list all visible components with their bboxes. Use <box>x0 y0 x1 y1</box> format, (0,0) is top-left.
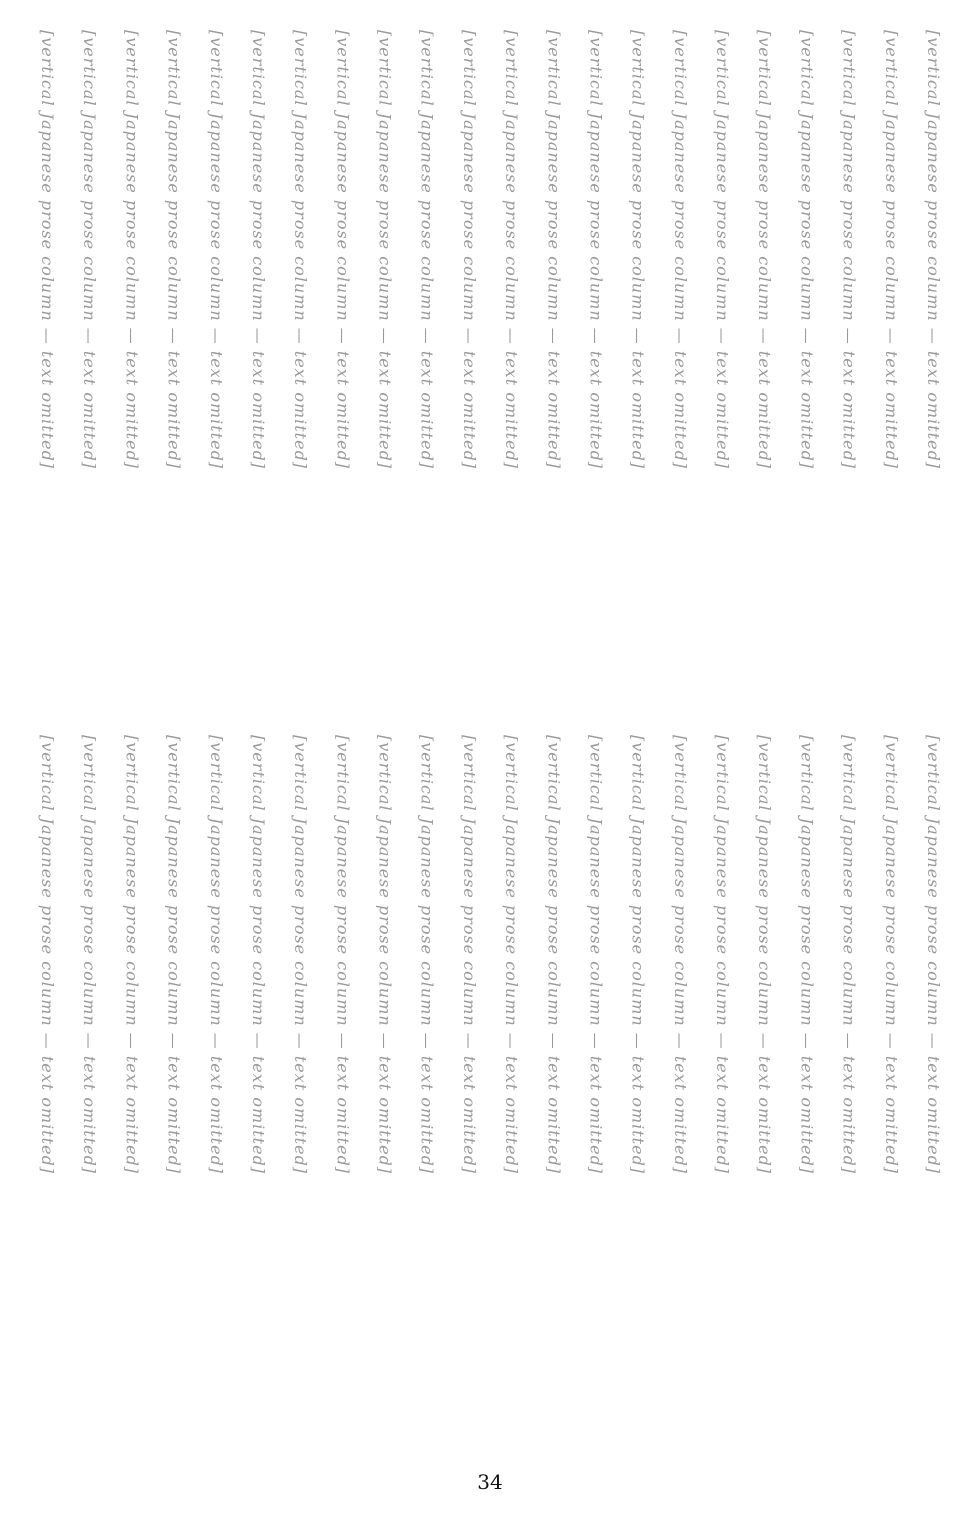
bottom-text-tier <box>30 735 950 1425</box>
text-column: [vertical Japanese prose column — text omitted] <box>670 735 690 1175</box>
text-column: [vertical Japanese prose column — text omitted] <box>122 30 142 470</box>
text-column: [vertical Japanese prose column — text omitted] <box>375 735 395 1175</box>
text-column: [vertical Japanese prose column — text omitted] <box>923 735 943 1175</box>
text-column: [vertical Japanese prose column — text omitted] <box>206 735 226 1175</box>
top-text-tier <box>30 30 950 710</box>
text-column: [vertical Japanese prose column — text omitted] <box>38 735 57 1175</box>
text-column: [vertical Japanese prose column — text omitted] <box>248 30 268 470</box>
text-column: [vertical Japanese prose column — text omitted] <box>586 30 606 470</box>
text-column: [vertical Japanese prose column — text omitted] <box>544 735 564 1175</box>
text-column: [vertical Japanese prose column — text omitted] <box>713 30 732 470</box>
text-column: [vertical Japanese prose column — text omitted] <box>333 735 353 1175</box>
text-column: [vertical Japanese prose column — text omitted] <box>248 735 268 1175</box>
text-column: [vertical Japanese prose column — text omitted] <box>628 30 648 470</box>
text-column: [vertical Japanese prose column — text omitted] <box>755 735 775 1175</box>
text-column: [vertical Japanese prose column — text omitted] <box>80 30 100 470</box>
text-column: [vertical Japanese prose column — text omitted] <box>881 30 901 470</box>
text-column: [vertical Japanese prose column — text omitted] <box>755 30 775 470</box>
text-column: [vertical Japanese prose column — text omitted] <box>502 735 522 1175</box>
text-column: [vertical Japanese prose column — text omitted] <box>586 735 606 1175</box>
text-column: [vertical Japanese prose column — text omitted] <box>38 30 57 470</box>
text-column: [vertical Japanese prose column — text omitted] <box>797 735 817 1175</box>
text-column: [vertical Japanese prose column — text omitted] <box>375 30 395 470</box>
text-column: [vertical Japanese prose column — text omitted] <box>839 30 859 470</box>
text-column: [vertical Japanese prose column — text omitted] <box>797 30 817 470</box>
text-column: [vertical Japanese prose column — text omitted] <box>881 735 901 1175</box>
text-column: [vertical Japanese prose column — text omitted] <box>713 735 732 1175</box>
text-column: [vertical Japanese prose column — text omitted] <box>164 735 184 1175</box>
page-number: 34 <box>477 1470 503 1494</box>
text-column: [vertical Japanese prose column — text omitted] <box>839 735 859 1175</box>
text-column: [vertical Japanese prose column — text omitted] <box>670 30 690 470</box>
text-column: [vertical Japanese prose column — text omitted] <box>417 735 437 1175</box>
text-column: [vertical Japanese prose column — text omitted] <box>544 30 564 470</box>
text-column: [vertical Japanese prose column — text omitted] <box>164 30 184 470</box>
text-column: [vertical Japanese prose column — text omitted] <box>628 735 648 1175</box>
text-column: [vertical Japanese prose column — text omitted] <box>122 735 142 1175</box>
text-column: [vertical Japanese prose column — text omitted] <box>80 735 100 1175</box>
text-column: [vertical Japanese prose column — text omitted] <box>502 30 522 470</box>
text-column: [vertical Japanese prose column — text omitted] <box>291 30 311 470</box>
text-column: [vertical Japanese prose column — text omitted] <box>417 30 437 470</box>
text-column: [vertical Japanese prose column — text omitted] <box>923 30 943 470</box>
text-column: [vertical Japanese prose column — text omitted] <box>333 30 353 470</box>
text-column: [vertical Japanese prose column — text omitted] <box>206 30 226 470</box>
text-column: [vertical Japanese prose column — text omitted] <box>459 735 479 1175</box>
text-column: [vertical Japanese prose column — text omitted] <box>291 735 311 1175</box>
text-column: [vertical Japanese prose column — text omitted] <box>459 30 479 470</box>
